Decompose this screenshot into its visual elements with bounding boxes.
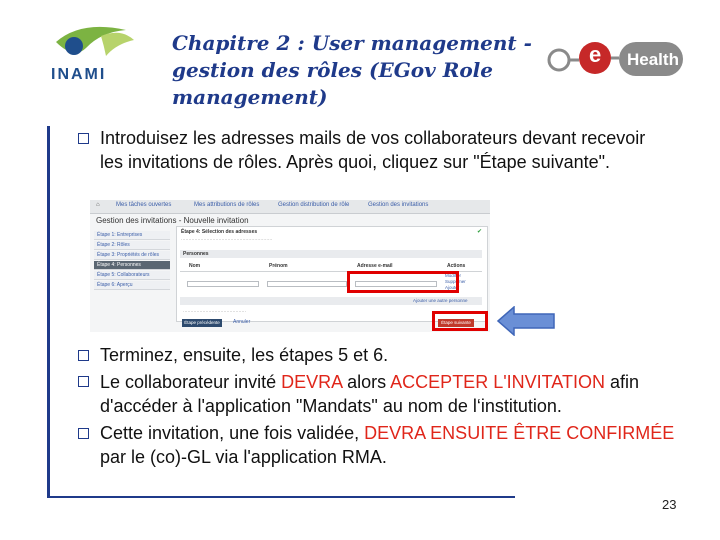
screenshot-heading: Gestion des invitations - Nouvelle invitation [96, 216, 249, 225]
bullet-2-text: Terminez, ensuite, les étapes 5 et 6. [100, 345, 389, 365]
text-run: Le collaborateur invité [100, 372, 282, 392]
previous-step-button[interactable]: Étape précédente [182, 319, 222, 327]
checkbox-bullet-icon [78, 428, 89, 439]
left-arrow-icon [496, 306, 556, 336]
name-input[interactable] [187, 281, 259, 287]
nav-tab[interactable]: Mes attributions de rôles [194, 202, 260, 208]
add-link[interactable]: Ajouter [445, 285, 460, 290]
helper-text: ·········································· [183, 309, 246, 314]
bullet-3-text [100, 370, 700, 418]
section-label: Personnes [183, 251, 209, 257]
checkbox-bullet-icon [78, 376, 89, 387]
embedded-screenshot [90, 200, 490, 332]
section-bar [180, 250, 482, 258]
text-run: alors [342, 372, 391, 392]
sidebar-step[interactable]: Étape 6: Aperçu [94, 281, 170, 290]
bullet-1-text: Introduisez les adresses mails de vos collaborateurs devant recevoir les invitations de rôles. Après quoi, cliquez sur "Étape suivante". [100, 128, 646, 172]
text-run: afin d'accéder à l'application "Mandats" au nom de l‘institution. [100, 372, 639, 416]
frame-vertical-line [47, 126, 50, 498]
column-header: Nom [189, 263, 201, 269]
emphasis-text: DEVRA ENSUITE ÊTRE CONFIRMÉE [364, 423, 675, 443]
checkbox-bullet-icon [78, 350, 89, 361]
email-highlight-box [347, 271, 462, 293]
checkbox-bullet-icon [78, 133, 89, 144]
emphasis-text: ACCEPTER L'INVITATION [390, 372, 605, 392]
next-step-highlight-box [432, 311, 488, 331]
column-header: Prénom [269, 263, 288, 269]
text-run: par le (co)-GL via l'application RMA. [100, 447, 387, 467]
next-step-button[interactable]: Étape suivante [438, 319, 474, 327]
screenshot-sidebar [94, 231, 170, 301]
column-header: Adresse e-mail [357, 263, 393, 269]
sidebar-step-active[interactable]: Étape 4: Personnes [94, 261, 170, 270]
nav-tab[interactable]: Gestion des invitations [368, 202, 429, 208]
frame-horizontal-line [47, 496, 515, 498]
nav-tab[interactable]: Gestion distribution de rôle [278, 202, 350, 208]
inami-wordmark: INAMI [51, 66, 107, 83]
home-icon: ⌂ [96, 202, 100, 208]
page-number: 23 [662, 497, 677, 512]
check-icon: ✔ [477, 229, 483, 235]
nav-tab[interactable]: Mes tâches ouvertes [116, 202, 172, 208]
slide-title: Chapitre 2 : User management - gestion des rôles (EGov Role management) [172, 31, 532, 109]
emphasis-text: DEVRA [281, 372, 343, 392]
add-person-link[interactable]: Ajouter une autre personne [413, 298, 468, 303]
delete-link[interactable]: Supprimer [445, 279, 466, 284]
column-header: Actions [447, 263, 466, 269]
step-title: Étape 4: Sélection des adresses [181, 229, 258, 235]
sidebar-step[interactable]: Étape 2: Rôles [94, 241, 170, 250]
screenshot-nav-bar [90, 200, 490, 214]
sidebar-step[interactable]: Étape 1: Entreprises [94, 231, 170, 240]
cancel-link[interactable]: Annuler [233, 319, 251, 325]
sidebar-step[interactable]: Étape 5: Collaborateurs [94, 271, 170, 280]
bullet-4-text [100, 421, 700, 469]
text-run: Cette invitation, une fois validée, [100, 423, 365, 443]
step-description: ····························································· [181, 237, 273, 242]
sidebar-step[interactable]: Étape 3: Propriétés de rôles [94, 251, 170, 260]
ehealth-e-letter: e [589, 42, 602, 67]
modify-link[interactable]: Modifier [445, 273, 462, 278]
ehealth-wordmark: Health [627, 50, 679, 69]
firstname-input[interactable] [267, 281, 347, 287]
